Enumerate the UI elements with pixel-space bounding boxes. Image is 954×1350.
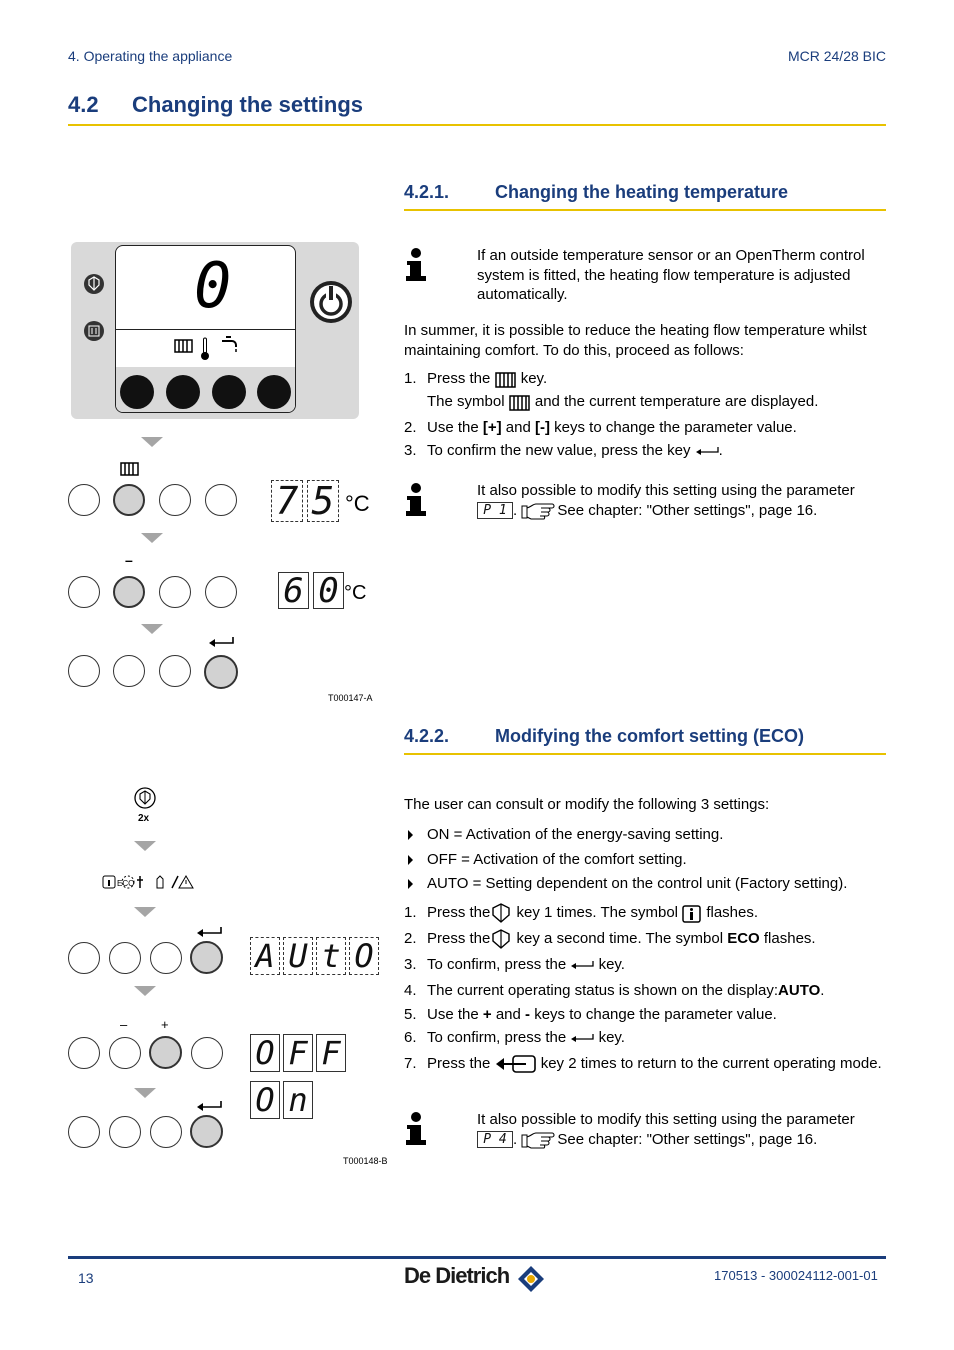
step-arrow-icon (134, 1088, 156, 1098)
back-key-icon (495, 1054, 537, 1074)
step-number: 6. (404, 1029, 417, 1046)
step-text: Press the key 1 times. The symbol flashes. (427, 903, 758, 923)
segment-digit: 7 (271, 480, 303, 522)
bullet-icon (408, 855, 413, 865)
segment-digit: n (283, 1081, 313, 1119)
panel-button-1[interactable] (120, 375, 154, 409)
info-icon (404, 481, 434, 521)
segment-digit: 6 (278, 572, 309, 609)
subsection-title-1: Changing the heating temperature (495, 182, 789, 202)
info-text-2: It also possible to modify this setting using the parameter P 1 . See chapter: "Other settings", page 16. (477, 482, 855, 519)
step-text: Press the key. (427, 370, 548, 387)
key-button[interactable] (68, 655, 100, 687)
doc-reference: 170513 - 300024112-001-01 (714, 1268, 878, 1283)
key-button[interactable] (191, 1037, 223, 1069)
segment-readout-on (250, 1081, 330, 1119)
brand-logo (404, 1263, 546, 1293)
step-text: Use the [+] and [-] keys to change the parameter value. (427, 419, 797, 436)
key-button[interactable] (159, 655, 191, 687)
eco-leaf-icon (490, 903, 512, 923)
press-count-label: 2x (138, 813, 150, 824)
subsection-rule-2 (404, 753, 886, 755)
step-text: To confirm, press the key. (427, 1029, 625, 1046)
header-model: MCR 24/28 BIC (787, 48, 886, 64)
panel-button-2[interactable] (166, 375, 200, 409)
info-box-icon (682, 904, 702, 923)
display-status-bar (116, 329, 295, 369)
step-number: 3. (404, 956, 417, 973)
bullet-icon (408, 879, 413, 889)
step-number: 7. (404, 1055, 417, 1072)
step-text: To confirm the new value, press the key . (427, 442, 723, 459)
display-button-row (116, 367, 295, 413)
step-text: To confirm, press the key. (427, 956, 625, 973)
radiator-icon (120, 461, 140, 476)
segment-digit: t (316, 937, 346, 975)
step-number: 4. (404, 982, 417, 999)
enter-arrow-icon (570, 1033, 594, 1043)
step-number: 2. (404, 419, 417, 436)
radiator-icon (495, 371, 517, 388)
display-screen (116, 246, 295, 328)
key-button[interactable] (150, 1116, 182, 1148)
brand-diamond-icon (516, 1265, 546, 1293)
thermometer-icon (200, 337, 210, 361)
bullet-text: ON = Activation of the energy-saving setting. (427, 826, 724, 843)
parameter-code: P 1 (477, 502, 513, 519)
brand-name: De Dietrich (404, 1263, 510, 1288)
step-arrow-icon (141, 437, 163, 447)
status-icons-row (102, 872, 200, 892)
key-button[interactable] (68, 576, 100, 608)
key-button-pressed[interactable] (204, 655, 238, 689)
enter-arrow-icon (196, 1100, 222, 1112)
key-button-pressed[interactable] (113, 484, 145, 516)
segment-digit: 0 (313, 572, 344, 609)
key-button[interactable] (68, 942, 100, 974)
step-arrow-icon (134, 841, 156, 851)
step-arrow-icon (141, 533, 163, 543)
key-button-pressed[interactable] (149, 1036, 182, 1069)
pointing-hand-icon (521, 502, 557, 520)
key-button-pressed[interactable] (190, 1115, 223, 1148)
key-button[interactable] (68, 484, 100, 516)
info-icon (404, 246, 434, 286)
intro-text-2: The user can consult or modify the following 3 settings: (404, 796, 770, 813)
key-button-pressed[interactable] (113, 576, 145, 608)
segment-readout (278, 572, 348, 610)
step-arrow-icon (141, 624, 163, 634)
segment-readout-auto (250, 937, 385, 977)
panel-button-3[interactable] (212, 375, 246, 409)
step-arrow-icon (134, 986, 156, 996)
segment-digit: O (250, 1081, 280, 1119)
step-text: The symbol and the current temperature are displayed. (427, 393, 819, 410)
panel-button-4[interactable] (257, 375, 291, 409)
key-button[interactable] (159, 576, 191, 608)
segment-digit: O (250, 1034, 280, 1072)
unit-label: °C (344, 582, 367, 604)
pointing-hand-icon (521, 1131, 557, 1149)
subsection-number-1: 4.2.1. (404, 182, 450, 202)
step-text: Use the + and - keys to change the parameter value. (427, 1006, 777, 1023)
page-title: Changing the settings (132, 92, 363, 117)
radiator-icon (174, 338, 194, 353)
info-text-3: It also possible to modify this setting using the parameter P 4 . See chapter: "Other settings", page 16. (477, 1111, 855, 1148)
bullet-icon (408, 830, 413, 840)
segment-digit: 5 (307, 480, 339, 522)
segment-digit: F (316, 1034, 346, 1072)
minus-label: – (125, 552, 133, 568)
svg-text:ECO: ECO (117, 879, 135, 888)
header-section: 4. Operating the appliance (68, 48, 233, 64)
key-button[interactable] (205, 576, 237, 608)
step-text: Press the key 2 times to return to the current operating mode. (427, 1054, 882, 1074)
panel-display (115, 245, 296, 413)
minus-label: – (120, 1017, 128, 1032)
key-button[interactable] (68, 1037, 100, 1069)
step-arrow-icon (134, 907, 156, 917)
key-button[interactable] (109, 942, 141, 974)
footer-rule (68, 1256, 886, 1259)
tap-icon (220, 335, 240, 353)
title-rule (68, 124, 886, 126)
step-text: The current operating status is shown on the display:AUTO. (427, 982, 825, 999)
power-icon[interactable] (309, 280, 353, 324)
step-number: 3. (404, 442, 417, 459)
key-button[interactable] (113, 655, 145, 687)
step-number: 1. (404, 370, 417, 387)
key-button[interactable] (68, 1116, 100, 1148)
enter-arrow-icon (570, 960, 594, 970)
bullet-text: AUTO = Setting dependent on the control unit (Factory setting). (427, 875, 848, 892)
display-value: 0 (194, 249, 232, 322)
segment-digit: O (349, 937, 379, 975)
step-number: 1. (404, 904, 417, 921)
segment-digit: F (283, 1034, 313, 1072)
radiator-icon (509, 394, 531, 411)
eco-leaf-icon (490, 929, 512, 949)
enter-arrow-icon (196, 926, 222, 938)
section-number: 4.2 (68, 92, 99, 117)
key-button-pressed[interactable] (190, 941, 223, 974)
enter-arrow-icon (695, 446, 719, 456)
segment-readout-off (250, 1034, 360, 1072)
segment-digit: U (283, 937, 313, 975)
plus-label: + (161, 1017, 169, 1032)
key-button[interactable] (109, 1037, 141, 1069)
eco-leaf-icon (134, 787, 156, 809)
subsection-rule-1 (404, 209, 886, 211)
control-panel (71, 242, 359, 419)
enter-arrow-icon (208, 636, 234, 648)
bullet-text: OFF = Activation of the comfort setting. (427, 851, 687, 868)
parameter-code: P 4 (477, 1131, 513, 1148)
eco-leaf-icon[interactable] (83, 273, 105, 295)
subsection-number-2: 4.2.2. (404, 726, 450, 746)
key-button[interactable] (205, 484, 237, 516)
intro-text-1: In summer, it is possible to reduce the heating flow temperature whilst maintaining comfort. To do this, proceed as follows: (404, 322, 867, 359)
page-number: 13 (78, 1270, 94, 1286)
info-menu-icon[interactable] (83, 320, 105, 342)
subsection-title-2: Modifying the comfort setting (ECO) (495, 726, 804, 746)
figure-ref-1: T000147-A (328, 693, 373, 703)
key-button[interactable] (159, 484, 191, 516)
unit-label: °C (345, 491, 370, 516)
step-text: Press the key a second time. The symbol ECO flashes. (427, 929, 816, 949)
segment-digit: A (250, 937, 280, 975)
segment-readout (271, 480, 341, 522)
figure-ref-2: T000148-B (343, 1156, 388, 1166)
key-button[interactable] (150, 942, 182, 974)
step-number: 5. (404, 1006, 417, 1023)
info-text-1: If an outside temperature sensor or an OpenTherm control system is fitted, the heating flow temperature is adjusted automatically. (477, 247, 865, 303)
key-button[interactable] (109, 1116, 141, 1148)
info-icon (404, 1110, 434, 1150)
step-number: 2. (404, 930, 417, 947)
